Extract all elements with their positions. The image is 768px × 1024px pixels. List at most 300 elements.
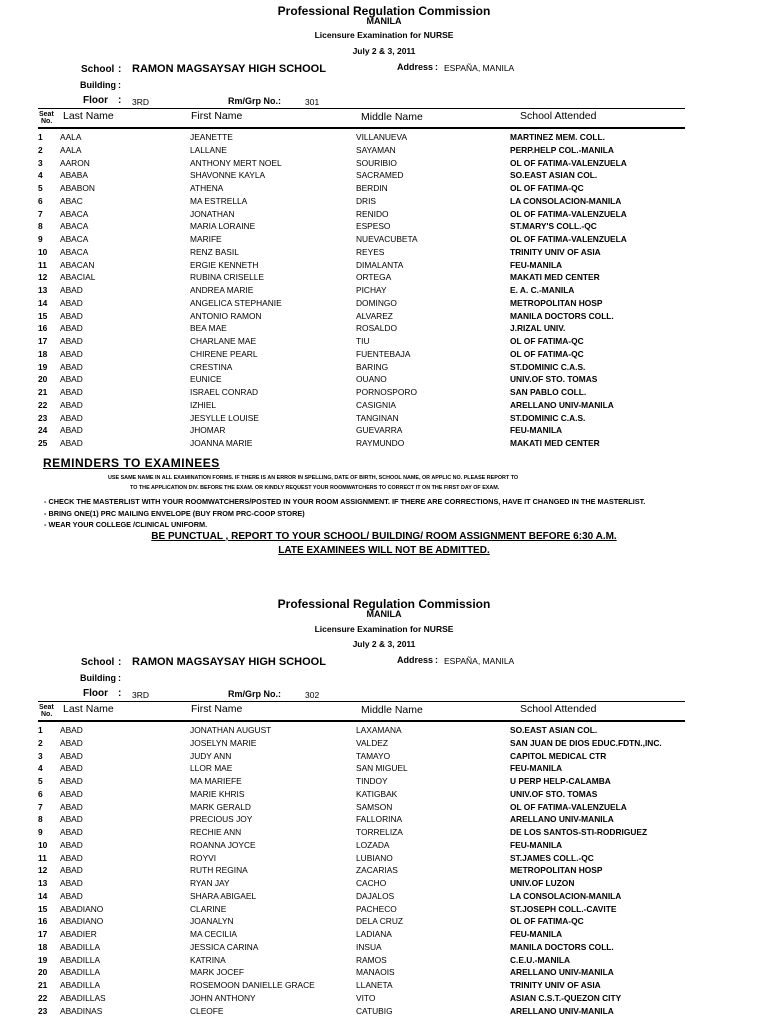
last-name: ABAD xyxy=(60,412,83,423)
middle-name: ALVAREZ xyxy=(356,310,393,321)
first-name: IZHIEL xyxy=(190,399,217,410)
school-label: School xyxy=(81,64,115,75)
middle-name: TORRELIZA xyxy=(356,827,403,837)
col-first-name: First Name xyxy=(191,110,243,122)
first-name: MA ESTRELLA xyxy=(190,195,248,206)
school-value: RAMON MAGSAYSAY HIGH SCHOOL xyxy=(132,656,326,668)
school-attended: SAN JUAN DE DIOS EDUC.FDTN.,INC. xyxy=(510,737,662,748)
school-attended: OL OF FATIMA-QC xyxy=(510,348,584,359)
seat-number: 5 xyxy=(38,776,43,786)
school-attended: OL OF FATIMA-QC xyxy=(510,183,584,193)
seat-number: 16 xyxy=(38,916,48,927)
seat-number: 6 xyxy=(38,788,43,799)
table-row xyxy=(0,737,768,750)
address-value: ESPAÑA, MANILA xyxy=(444,656,515,666)
address-label: Address xyxy=(397,62,434,72)
header-top-rule xyxy=(38,108,685,109)
header-top-rule xyxy=(38,701,685,702)
middle-name: SACRAMED xyxy=(356,170,404,181)
school-attended: MARTINEZ MEM. COLL. xyxy=(510,132,605,142)
reminder-item-1: - CHECK THE MASTERLIST WITH YOUR ROOMWATCHERS/POSTED IN YOUR ROOM ASSIGNMENT. IF THERE ARE CORRECTIONS, HAVE IT CHANGED IN THE MASTERLIST. xyxy=(44,497,646,506)
table-row xyxy=(0,915,768,928)
table-row xyxy=(0,928,768,941)
first-name: ROANNA JOYCE xyxy=(190,839,256,850)
col-no: No. xyxy=(41,118,53,125)
last-name: ABAD xyxy=(60,763,83,774)
last-name: ABADILLA xyxy=(60,967,101,978)
middle-name: ORTEGA xyxy=(356,272,392,283)
middle-name: RAYMUNDO xyxy=(356,438,405,448)
school-attended: ST.DOMINIC C.A.S. xyxy=(510,361,586,372)
seat-number: 7 xyxy=(38,208,43,219)
first-name: RENZ BASIL xyxy=(190,246,239,257)
org-title: Professional Regulation Commission xyxy=(277,4,491,18)
school-attended: ARELLANO UNIV-MANILA xyxy=(510,399,614,410)
table-row xyxy=(0,195,768,208)
last-name: AALA xyxy=(60,144,82,155)
seat-number: 17 xyxy=(38,336,48,346)
seat-number: 20 xyxy=(38,374,48,385)
school-attended: SO.EAST ASIAN COL. xyxy=(510,725,598,735)
seat-number: 2 xyxy=(38,144,43,155)
building-colon: : xyxy=(118,80,121,90)
school-attended: MANILA DOCTORS COLL. xyxy=(510,310,614,321)
middle-name: RENIDO xyxy=(356,208,389,219)
school-attended: TRINITY UNIV OF ASIA xyxy=(510,246,601,257)
last-name: ABADILLA xyxy=(60,941,101,952)
school-colon: : xyxy=(118,64,122,75)
first-name: KATRINA xyxy=(190,954,226,965)
first-name: ANTONIO RAMON xyxy=(190,310,262,321)
seat-number: 23 xyxy=(38,1005,48,1016)
first-name: JONATHAN AUGUST xyxy=(190,725,272,735)
table-row xyxy=(0,979,768,992)
last-name: ABAD xyxy=(60,839,83,850)
first-name: JOHN ANTHONY xyxy=(190,992,256,1003)
middle-name: DIMALANTA xyxy=(356,259,404,270)
table-row xyxy=(0,310,768,323)
col-middle-name: Middle Name xyxy=(361,704,423,716)
last-name: ABAD xyxy=(60,865,83,876)
school-attended: METROPOLITAN HOSP xyxy=(510,865,603,876)
school-attended: METROPOLITAN HOSP xyxy=(510,297,603,308)
header-bottom-rule xyxy=(38,127,685,129)
last-name: ABAD xyxy=(60,438,83,448)
table-row xyxy=(0,864,768,877)
middle-name: REYES xyxy=(356,246,385,257)
col-middle-name: Middle Name xyxy=(361,111,423,123)
table-row xyxy=(0,386,768,399)
last-name: ABACA xyxy=(60,234,89,244)
first-name: RECHIE ANN xyxy=(190,827,242,837)
room-label: Rm/Grp No.: xyxy=(228,689,281,699)
seat-number: 1 xyxy=(38,132,43,142)
table-row xyxy=(0,246,768,259)
seat-number: 23 xyxy=(38,412,48,423)
school-attended: ST.JOSEPH COLL.-CAVITE xyxy=(510,903,617,914)
address-colon: : xyxy=(435,62,438,72)
address-colon: : xyxy=(435,655,438,665)
table-row xyxy=(0,361,768,374)
last-name: ABAC xyxy=(60,195,83,206)
header-bottom-rule xyxy=(38,720,685,722)
exam-date: July 2 & 3, 2011 xyxy=(352,639,416,649)
first-name: JUDY ANN xyxy=(190,750,232,761)
first-name: JOANNA MARIE xyxy=(190,438,253,448)
table-row xyxy=(0,724,768,737)
last-name: ABAD xyxy=(60,310,83,321)
seat-number: 4 xyxy=(38,170,43,181)
last-name: ABABON xyxy=(60,183,95,193)
first-name: SHAVONNE KAYLA xyxy=(190,170,266,181)
middle-name: DOMINGO xyxy=(356,297,397,308)
middle-name: SAMSON xyxy=(356,801,393,812)
middle-name: CATUBIG xyxy=(356,1005,393,1016)
col-school-attended: School Attended xyxy=(520,110,597,122)
middle-name: LOZADA xyxy=(356,839,390,850)
floor-colon: : xyxy=(118,688,122,699)
last-name: ABADIER xyxy=(60,929,97,939)
first-name: ATHENA xyxy=(190,183,224,193)
seat-number: 22 xyxy=(38,399,48,410)
school-attended: MAKATI MED CENTER xyxy=(510,438,600,448)
last-name: ABADILLAS xyxy=(60,992,106,1003)
table-row xyxy=(0,966,768,979)
first-name: JOSELYN MARIE xyxy=(190,737,257,748)
table-row xyxy=(0,131,768,144)
school-attended: U PERP HELP-CALAMBA xyxy=(510,776,611,786)
table-row xyxy=(0,877,768,890)
last-name: ABAD xyxy=(60,788,83,799)
table-row xyxy=(0,399,768,412)
school-attended: UNIV.OF STO. TOMAS xyxy=(510,374,598,385)
seat-number: 10 xyxy=(38,839,48,850)
table-row xyxy=(0,788,768,801)
first-name: CHIRENE PEARL xyxy=(190,348,258,359)
last-name: ABAD xyxy=(60,750,83,761)
first-name: RUTH REGINA xyxy=(190,865,248,876)
middle-name: ROSALDO xyxy=(356,323,397,334)
building-colon: : xyxy=(118,673,121,683)
room-label: Rm/Grp No.: xyxy=(228,96,281,106)
first-name: ROSEMOON DANIELLE GRACE xyxy=(190,980,315,990)
school-attended: FEU-MANILA xyxy=(510,929,563,939)
floor-value: 3RD xyxy=(132,690,150,700)
first-name: JHOMAR xyxy=(190,425,226,436)
reminder-line-1: USE SAME NAME IN ALL EXAMINATION FORMS. IF THERE IS AN ERROR IN SPELLING, DATE OF BIRTH, SCHOOL NAME, OR APPLIC NO. PLEASE REPORT TO xyxy=(108,475,519,481)
middle-name: CASIGNIA xyxy=(356,399,397,410)
seat-number: 25 xyxy=(38,438,48,448)
last-name: ABAD xyxy=(60,285,83,295)
seat-number: 21 xyxy=(38,980,48,990)
first-name: LLOR MAE xyxy=(190,763,233,774)
table-row xyxy=(0,348,768,361)
last-name: ABAD xyxy=(60,399,83,410)
school-attended: OL OF FATIMA-VALENZUELA xyxy=(510,208,627,219)
seat-number: 9 xyxy=(38,234,43,244)
middle-name: VITO xyxy=(356,992,376,1003)
reminder-item-3: - WEAR YOUR COLLEGE /CLINICAL UNIFORM. xyxy=(44,520,208,529)
seat-number: 19 xyxy=(38,361,48,372)
middle-name: TANGINAN xyxy=(356,412,399,423)
seat-number: 19 xyxy=(38,954,48,965)
seat-number: 13 xyxy=(38,285,48,295)
reminders-title: REMINDERS TO EXAMINEES xyxy=(43,456,220,470)
middle-name: ZACARIAS xyxy=(356,865,398,876)
table-row xyxy=(0,890,768,903)
seat-number: 18 xyxy=(38,348,48,359)
school-attended: FEU-MANILA xyxy=(510,839,563,850)
room-value: 301 xyxy=(305,97,320,107)
middle-name: TAMAYO xyxy=(356,750,391,761)
col-last-name: Last Name xyxy=(63,703,114,715)
table-row xyxy=(0,271,768,284)
last-name: ABAD xyxy=(60,323,83,334)
school-attended: PERP.HELP COL.-MANILA xyxy=(510,144,614,155)
city-title: MANILA xyxy=(366,609,402,619)
middle-name: NUEVACUBETA xyxy=(356,234,418,244)
seat-number: 10 xyxy=(38,246,48,257)
table-row xyxy=(0,297,768,310)
address-label: Address xyxy=(397,655,434,665)
table-row xyxy=(0,775,768,788)
school-attended: CAPITOL MEDICAL CTR xyxy=(510,750,607,761)
table-row xyxy=(0,903,768,916)
middle-name: PICHAY xyxy=(356,285,387,295)
seat-number: 24 xyxy=(38,425,48,436)
table-row xyxy=(0,750,768,763)
col-seat: Seat xyxy=(39,111,54,118)
last-name: ABABA xyxy=(60,170,88,181)
last-name: ABAD xyxy=(60,361,83,372)
last-name: ABACA xyxy=(60,246,89,257)
late-notice: LATE EXAMINEES WILL NOT BE ADMITTED. xyxy=(278,545,490,556)
table-row xyxy=(0,826,768,839)
middle-name: KATIGBAK xyxy=(356,788,398,799)
school-attended: E. A. C.-MANILA xyxy=(510,285,575,295)
school-colon: : xyxy=(118,657,122,668)
last-name: ABAD xyxy=(60,801,83,812)
first-name: ISRAEL CONRAD xyxy=(190,387,259,397)
reminder-item-2: - BRING ONE(1) PRC MAILING ENVELOPE (BUY FROM PRC-COOP STORE) xyxy=(44,509,305,518)
school-attended: MANILA DOCTORS COLL. xyxy=(510,941,614,952)
last-name: ABAD xyxy=(60,336,83,346)
last-name: ABACAN xyxy=(60,259,95,270)
school-value: RAMON MAGSAYSAY HIGH SCHOOL xyxy=(132,63,326,75)
punctual-notice: BE PUNCTUAL , REPORT TO YOUR SCHOOL/ BUILDING/ ROOM ASSIGNMENT BEFORE 6:30 A.M. xyxy=(151,531,617,542)
floor-colon: : xyxy=(118,95,122,106)
seat-number: 12 xyxy=(38,865,48,876)
address-value: ESPAÑA, MANILA xyxy=(444,63,515,73)
middle-name: INSUA xyxy=(356,941,382,952)
table-row xyxy=(0,813,768,826)
table-row xyxy=(0,1005,768,1018)
last-name: ABAD xyxy=(60,737,83,748)
first-name: MARK GERALD xyxy=(190,801,251,812)
seat-number: 15 xyxy=(38,903,48,914)
seat-number: 18 xyxy=(38,941,48,952)
last-name: ABADILLA xyxy=(60,980,101,990)
first-name: RUBINA CRISELLE xyxy=(190,272,265,283)
first-name: JOANALYN xyxy=(190,916,234,927)
middle-name: MANAOIS xyxy=(356,967,395,978)
first-name: BEA MAE xyxy=(190,323,227,334)
middle-name: DRIS xyxy=(356,195,377,206)
middle-name: SOURIBIO xyxy=(356,157,397,168)
last-name: ABAD xyxy=(60,425,83,436)
table-row xyxy=(0,992,768,1005)
middle-name: VALDEZ xyxy=(356,737,388,748)
school-attended: OL OF FATIMA-VALENZUELA xyxy=(510,234,627,244)
middle-name: LUBIANO xyxy=(356,852,393,863)
middle-name: VILLANUEVA xyxy=(356,132,408,142)
middle-name: PACHECO xyxy=(356,903,397,914)
seat-number: 16 xyxy=(38,323,48,334)
first-name: CHARLANE MAE xyxy=(190,336,257,346)
school-label: School xyxy=(81,657,115,668)
middle-name: SAYAMAN xyxy=(356,144,396,155)
last-name: ABAD xyxy=(60,814,83,825)
last-name: ABADINAS xyxy=(60,1005,103,1016)
middle-name: RAMOS xyxy=(356,954,387,965)
seat-number: 17 xyxy=(38,929,48,939)
seat-number: 11 xyxy=(38,852,47,863)
middle-name: TIU xyxy=(356,336,370,346)
first-name: MARK JOCEF xyxy=(190,967,244,978)
first-name: MARIA LORAINE xyxy=(190,221,256,232)
seat-number: 21 xyxy=(38,387,48,397)
first-name: MARIFE xyxy=(190,234,222,244)
seat-number: 15 xyxy=(38,310,48,321)
school-attended: ST.MARY'S COLL.-QC xyxy=(510,221,597,232)
last-name: ABAD xyxy=(60,827,83,837)
table-row xyxy=(0,373,768,386)
school-attended: LA CONSOLACION-MANILA xyxy=(510,890,622,901)
school-attended: ARELLANO UNIV-MANILA xyxy=(510,1005,614,1016)
table-row xyxy=(0,157,768,170)
col-last-name: Last Name xyxy=(63,110,114,122)
last-name: ABADIANO xyxy=(60,916,104,927)
seat-number: 6 xyxy=(38,195,43,206)
school-attended: LA CONSOLACION-MANILA xyxy=(510,195,622,206)
last-name: ABAD xyxy=(60,890,83,901)
middle-name: LLANETA xyxy=(356,980,393,990)
school-attended: J.RIZAL UNIV. xyxy=(510,323,566,334)
middle-name: LADIANA xyxy=(356,929,392,939)
first-name: SHARA ABIGAEL xyxy=(190,890,257,901)
school-attended: FEU-MANILA xyxy=(510,259,563,270)
first-name: LALLANE xyxy=(190,144,227,155)
last-name: ABACA xyxy=(60,208,89,219)
table-row xyxy=(0,762,768,775)
first-name: CLARINE xyxy=(190,903,227,914)
floor-value: 3RD xyxy=(132,97,150,107)
col-no: No. xyxy=(41,711,53,718)
table-row xyxy=(0,412,768,425)
seat-number: 3 xyxy=(38,157,43,168)
middle-name: GUEVARRA xyxy=(356,425,403,436)
first-name: MARIE KHRIS xyxy=(190,788,245,799)
seat-number: 11 xyxy=(38,259,47,270)
middle-name: FALLORINA xyxy=(356,814,403,825)
table-row xyxy=(0,284,768,297)
col-seat: Seat xyxy=(39,704,54,711)
seat-number: 8 xyxy=(38,814,43,825)
middle-name: BERDIN xyxy=(356,183,388,193)
first-name: ERGIE KENNETH xyxy=(190,259,259,270)
table-row xyxy=(0,335,768,348)
last-name: ABACIAL xyxy=(60,272,96,283)
table-row xyxy=(0,424,768,437)
middle-name: TINDOY xyxy=(356,776,388,786)
seat-number: 22 xyxy=(38,992,48,1003)
school-attended: C.E.U.-MANILA xyxy=(510,954,571,965)
middle-name: ESPESO xyxy=(356,221,391,232)
last-name: ABAD xyxy=(60,725,83,735)
org-title: Professional Regulation Commission xyxy=(277,597,491,611)
seat-number: 13 xyxy=(38,878,48,888)
exam-title: Licensure Examination for NURSE xyxy=(314,30,454,40)
last-name: ABAD xyxy=(60,776,83,786)
last-name: ABAD xyxy=(60,297,83,308)
middle-name: DELA CRUZ xyxy=(356,916,404,927)
school-attended: MAKATI MED CENTER xyxy=(510,272,600,283)
last-name: AARON xyxy=(60,157,90,168)
last-name: ABAD xyxy=(60,878,83,888)
table-row xyxy=(0,801,768,814)
table-row xyxy=(0,839,768,852)
first-name: ANTHONY MERT NOEL xyxy=(190,157,282,168)
last-name: ABAD xyxy=(60,387,83,397)
table-row xyxy=(0,220,768,233)
first-name: CRESTINA xyxy=(190,361,233,372)
school-attended: OL OF FATIMA-QC xyxy=(510,916,584,927)
seat-number: 9 xyxy=(38,827,43,837)
school-attended: SAN PABLO COLL. xyxy=(510,387,587,397)
last-name: ABAD xyxy=(60,852,83,863)
table-row xyxy=(0,259,768,272)
table-row xyxy=(0,954,768,967)
last-name: AALA xyxy=(60,132,82,142)
seat-number: 4 xyxy=(38,763,43,774)
school-attended: ARELLANO UNIV-MANILA xyxy=(510,814,614,825)
table-row xyxy=(0,852,768,865)
seat-number: 14 xyxy=(38,890,48,901)
seat-number: 20 xyxy=(38,967,48,978)
seat-number: 8 xyxy=(38,221,43,232)
middle-name: SAN MIGUEL xyxy=(356,763,408,774)
exam-title: Licensure Examination for NURSE xyxy=(314,624,454,634)
middle-name: DAJALOS xyxy=(356,890,395,901)
table-row xyxy=(0,182,768,195)
middle-name: OUANO xyxy=(356,374,387,385)
floor-label: Floor xyxy=(83,688,108,699)
col-school-attended: School Attended xyxy=(520,703,597,715)
last-name: ABACA xyxy=(60,221,89,232)
first-name: ANDREA MARIE xyxy=(190,285,254,295)
table-row xyxy=(0,208,768,221)
seat-number: 2 xyxy=(38,737,43,748)
first-name: JESSICA CARINA xyxy=(190,941,259,952)
first-name: ANGELICA STEPHANIE xyxy=(190,297,282,308)
table-row xyxy=(0,437,768,450)
first-name: PRECIOUS JOY xyxy=(190,814,253,825)
first-name: JESYLLE LOUISE xyxy=(190,412,259,423)
school-attended: TRINITY UNIV OF ASIA xyxy=(510,980,601,990)
col-first-name: First Name xyxy=(191,703,243,715)
first-name: RYAN JAY xyxy=(190,878,230,888)
school-attended: UNIV.OF LUZON xyxy=(510,878,575,888)
